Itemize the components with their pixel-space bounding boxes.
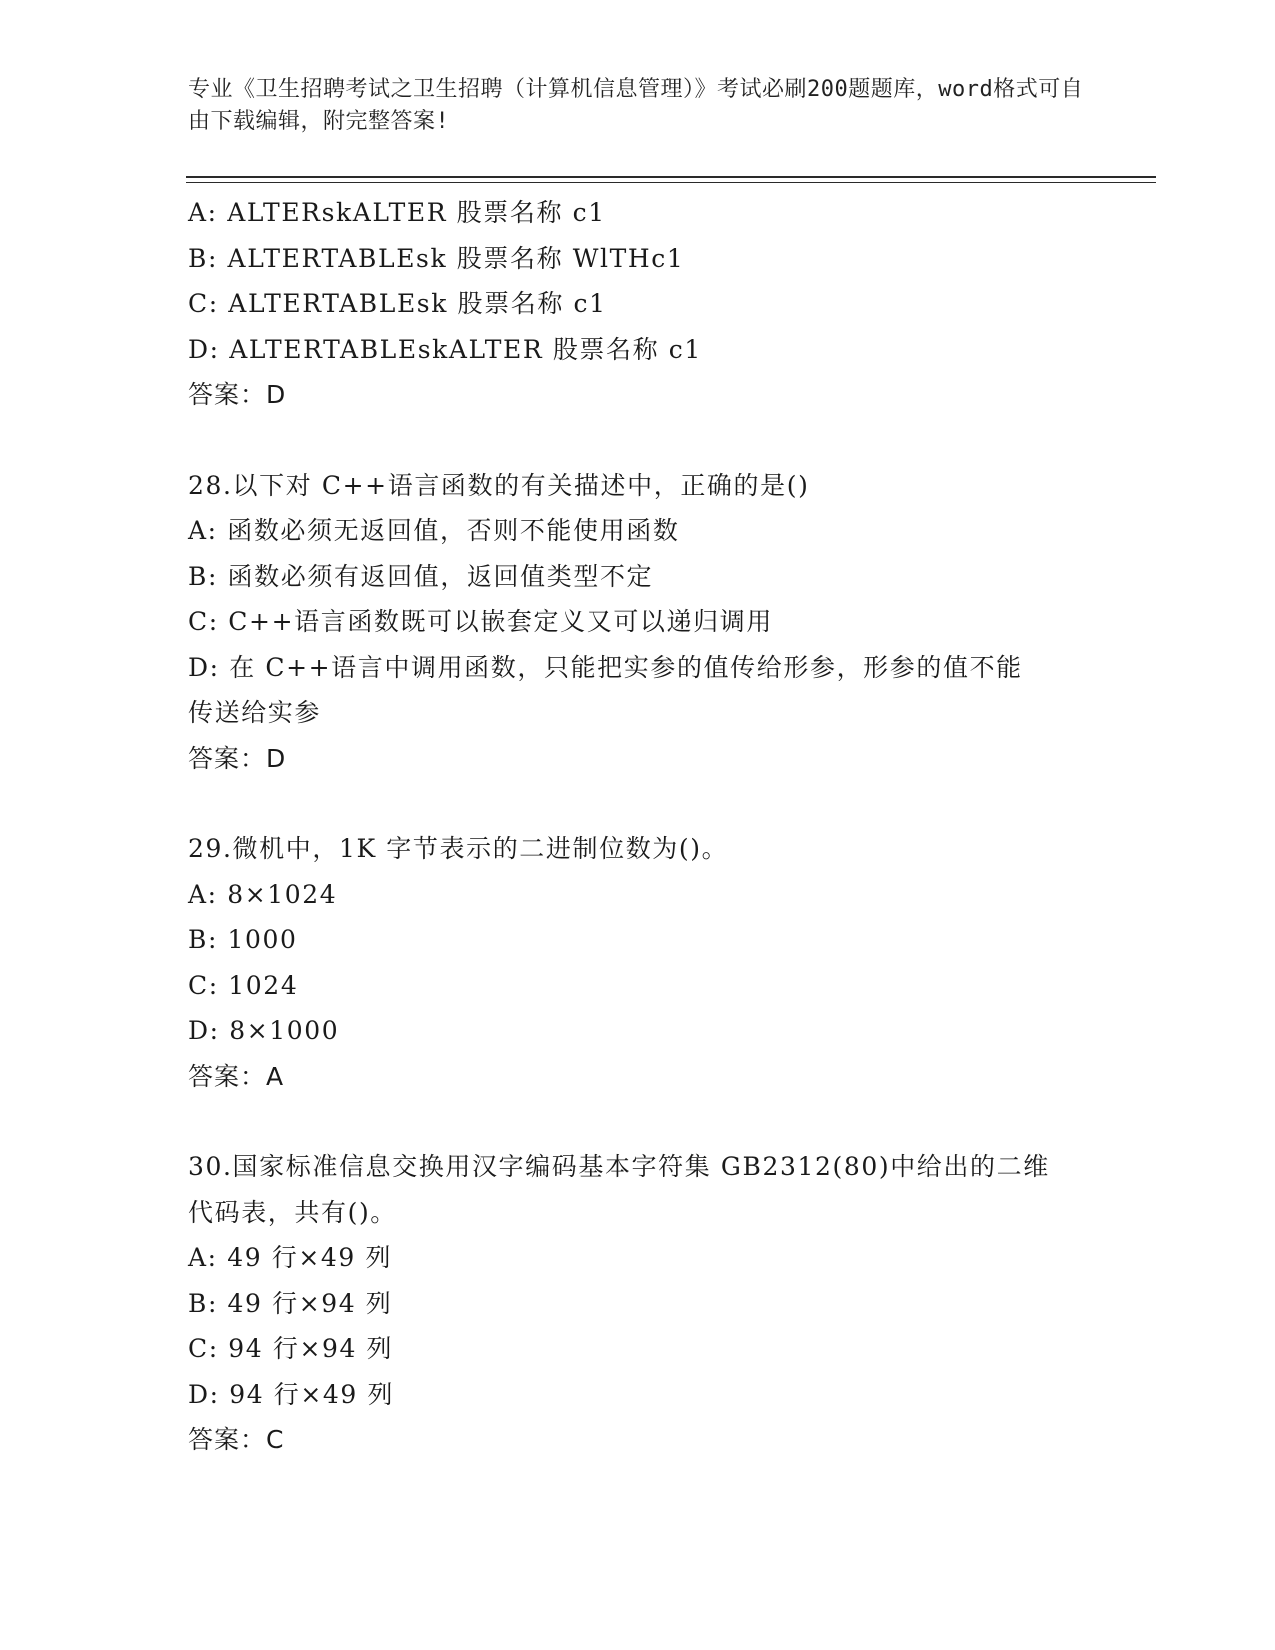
answer-line: 答案：D	[188, 743, 287, 773]
option-a: A: 函数必须无返回值，否则不能使用函数	[188, 516, 680, 545]
option-c: C: 1024	[188, 970, 299, 1000]
option-d: D: 在 C++语言中调用函数，只能把实参的值传给形参，形参的值不能传送给实参	[188, 652, 1023, 727]
option-b: B: 函数必须有返回值，返回值类型不定	[188, 561, 654, 591]
document-header: 专业《卫生招聘考试之卫生招聘（计算机信息管理）》考试必刷200题题库，word格式可自由下载编辑，附完整答案!	[188, 77, 1084, 134]
option-d: D: ALTERTABLEskALTER 股票名称 c1	[188, 334, 702, 364]
option-d: D: 8×1000	[188, 1016, 340, 1045]
answer-line: 答案：D	[188, 380, 287, 409]
question-30	[188, 1144, 1088, 1463]
option-a: A: ALTERskALTER 股票名称 c1	[188, 198, 606, 227]
question-text: 29.微机中，1K 字节表示的二进制位数为()。	[188, 834, 729, 863]
answer-line: 答案：C	[188, 1425, 285, 1454]
question-29	[188, 826, 1088, 1099]
option-b: B: 49 行×94 列	[188, 1288, 393, 1318]
question-list	[188, 190, 1088, 1463]
option-c: C: 94 行×94 列	[188, 1334, 394, 1363]
option-c: C: C++语言函数既可以嵌套定义又可以递归调用	[188, 607, 773, 636]
option-a: A: 49 行×49 列	[188, 1243, 393, 1272]
header-divider-thick	[186, 176, 1156, 178]
question-27-continued	[188, 190, 1088, 418]
question-28	[188, 463, 1088, 782]
option-b: B: 1000	[188, 925, 298, 954]
question-text: 30.国家标准信息交换用汉字编码基本字符集 GB2312(80)中给出的二维代码表，共有()。	[188, 1152, 1050, 1227]
option-c: C: ALTERTABLEsk 股票名称 c1	[188, 289, 607, 318]
option-a: A: 8×1024	[188, 879, 338, 909]
question-text: 28.以下对 C++语言函数的有关描述中，正确的是()	[188, 470, 810, 500]
header-divider-thin	[186, 182, 1156, 183]
answer-line: 答案：A	[188, 1061, 285, 1091]
option-b: B: ALTERTABLEsk 股票名称 WlTHc1	[188, 243, 685, 273]
option-d: D: 94 行×49 列	[188, 1379, 395, 1409]
